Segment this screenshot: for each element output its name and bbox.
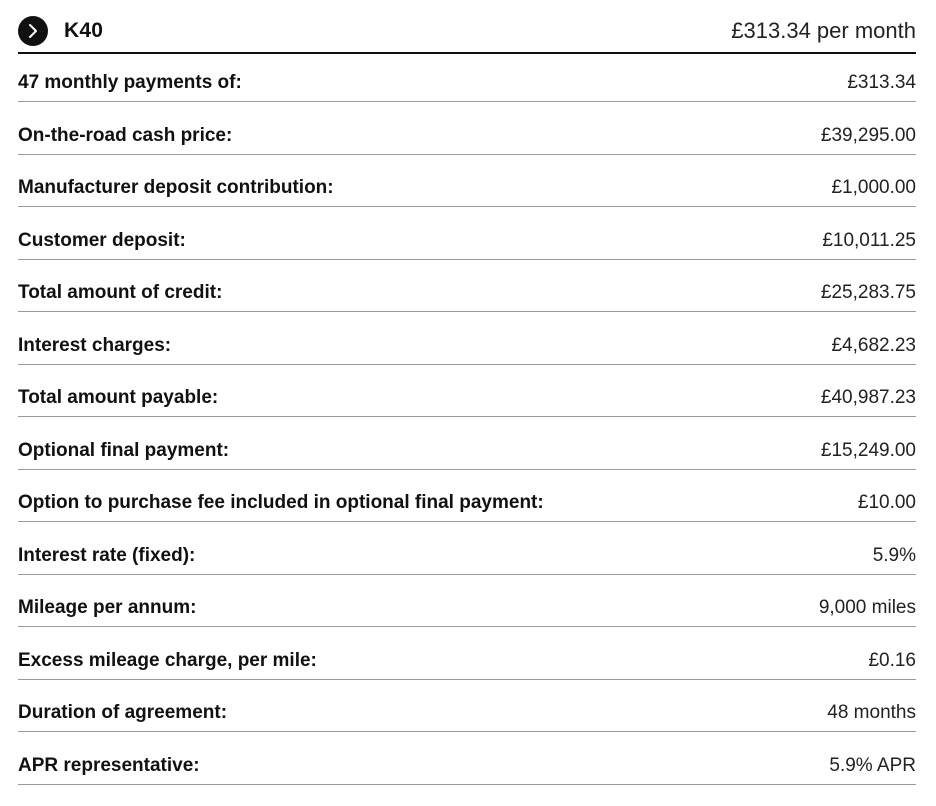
row-label: Total amount of credit: bbox=[18, 282, 223, 303]
chevron-right-icon[interactable] bbox=[18, 16, 48, 46]
row-value: 9,000 miles bbox=[818, 597, 916, 618]
monthly-price: £313.34 per month bbox=[731, 18, 916, 43]
finance-row-manufacturer-deposit bbox=[18, 155, 916, 208]
row-value: £4,682.23 bbox=[831, 334, 916, 356]
row-label: Interest charges: bbox=[18, 334, 172, 356]
finance-row-optional-final-payment bbox=[18, 417, 916, 470]
row-label: 47 monthly payments of: bbox=[18, 72, 242, 93]
row-value: £39,295.00 bbox=[820, 124, 916, 146]
finance-row-total-credit bbox=[18, 260, 916, 313]
finance-row-total-payable bbox=[18, 365, 916, 418]
row-value: £40,987.23 bbox=[820, 387, 916, 408]
finance-row-interest-rate bbox=[18, 522, 916, 575]
row-label: Mileage per annum: bbox=[18, 597, 197, 618]
finance-row-customer-deposit bbox=[18, 207, 916, 260]
finance-row-purchase-fee bbox=[18, 470, 916, 523]
row-value: £0.16 bbox=[868, 649, 916, 671]
row-value: £10,011.25 bbox=[822, 229, 916, 251]
row-label: Customer deposit: bbox=[18, 229, 186, 251]
accordion-toggle[interactable] bbox=[18, 16, 103, 46]
row-value: 48 months bbox=[827, 702, 916, 723]
row-label: Excess mileage charge, per mile: bbox=[18, 649, 317, 671]
row-value: £313.34 bbox=[847, 72, 916, 93]
row-label: APR representative: bbox=[18, 754, 200, 776]
finance-accordion-header[interactable] bbox=[18, 10, 916, 54]
row-value: £25,283.75 bbox=[820, 282, 916, 303]
row-label: Total amount payable: bbox=[18, 387, 219, 408]
row-label: On-the-road cash price: bbox=[18, 124, 233, 146]
finance-breakdown-panel bbox=[18, 10, 916, 785]
finance-row-interest-charges bbox=[18, 312, 916, 365]
row-value: 5.9% bbox=[872, 544, 916, 566]
finance-row-cash-price bbox=[18, 102, 916, 155]
row-value: £1,000.00 bbox=[831, 177, 916, 198]
finance-row-apr bbox=[18, 732, 916, 785]
finance-details-list bbox=[18, 54, 916, 785]
finance-row-duration bbox=[18, 680, 916, 733]
model-name: K40 bbox=[64, 19, 104, 42]
finance-row-monthly-payments bbox=[18, 54, 916, 102]
row-label: Option to purchase fee included in optional final payment: bbox=[18, 492, 544, 513]
row-value: £10.00 bbox=[857, 492, 916, 513]
row-label: Manufacturer deposit contribution: bbox=[18, 177, 334, 198]
row-value: 5.9% APR bbox=[829, 754, 916, 776]
row-label: Duration of agreement: bbox=[18, 702, 228, 723]
finance-row-excess-mileage bbox=[18, 627, 916, 680]
row-value: £15,249.00 bbox=[820, 439, 916, 461]
row-label: Optional final payment: bbox=[18, 439, 230, 461]
row-label: Interest rate (fixed): bbox=[18, 544, 196, 566]
finance-row-mileage bbox=[18, 575, 916, 628]
